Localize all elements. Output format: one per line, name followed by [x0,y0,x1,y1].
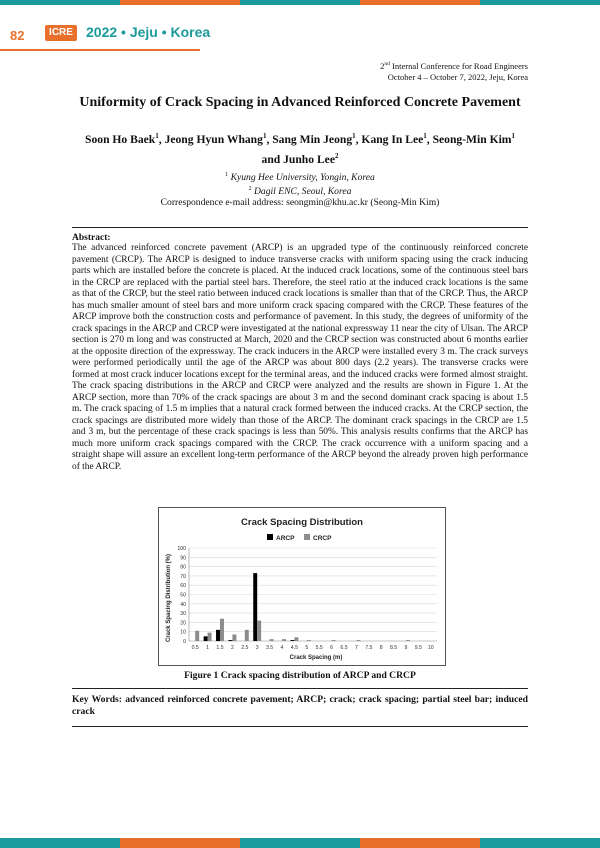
y-tick-label: 10 [180,629,186,636]
affiliation-2: $^2$ Dagil ENC, Seoul, Korea [248,185,352,197]
x-tick-label: 6 [330,645,334,651]
keywords: Key Words: advanced reinforced concrete pavement; ARCP; crack; crack spacing; partial steel bar; induced crack [72,694,528,717]
bar-crcp-1 [208,633,212,641]
x-axis-label: Crack Spacing (m) [289,655,343,661]
x-tick-label: 3 [255,645,259,651]
bar-crcp-2.5 [245,630,249,641]
x-tick-label: 4 [280,645,284,651]
x-tick-label: 10 [427,645,434,651]
bar-crcp-4.5 [294,637,298,641]
x-tick-label: 5.5 [315,645,323,651]
figure-chart [158,507,446,666]
conference-line-2: October 4 – October 7, 2022, Jeju, Korea [387,71,528,82]
x-tick-label: 8.5 [389,645,398,651]
correspondence: Correspondence e-mail address: seongmin@khu.ac.kr (Seong-Min Kim) [160,197,440,209]
x-tick-label: 7 [354,645,358,651]
bar-arcp-4.5 [290,640,294,641]
bar-crcp-2 [232,634,236,641]
author: Soon Ho Baek [85,132,156,146]
y-tick-label: 100 [177,546,186,552]
y-tick-label: 70 [180,573,186,580]
legend-swatch-crcp [304,534,310,540]
author: Jeong Hyun Whang [164,132,263,146]
x-tick-label: 3.5 [265,645,274,651]
x-tick-label: 0.5 [191,645,199,651]
y-tick-label: 20 [180,620,186,627]
x-tick-label: 9 [404,645,408,651]
x-tick-label: 4.5 [290,645,299,651]
x-tick-label: 2 [230,645,234,651]
conference-logo: ICRE [45,25,77,41]
y-tick-label: 90 [180,555,186,562]
y-tick-label: 40 [180,601,186,608]
bar-arcp-3 [253,573,257,641]
bar-crcp-3.5 [270,639,274,641]
x-tick-label: 1 [206,645,210,651]
affiliations [60,170,540,209]
page-number: 82 [10,28,25,43]
crack-spacing-chart [159,508,445,665]
y-tick-label: 30 [180,611,186,618]
keywords-top-rule [72,688,528,689]
chart-title: Crack Spacing Distribution [241,517,363,528]
author: and Junho Lee [261,152,335,166]
bar-crcp-0.5 [195,631,199,641]
bar-crcp-1.5 [220,619,224,641]
legend-label-crcp: CRCP [313,535,332,542]
bar-arcp-2 [228,640,232,641]
y-tick-label: 0 [183,639,186,645]
bar-crcp-4 [282,639,286,641]
bar-crcp-3 [257,621,261,641]
abstract-heading: Abstract: [72,233,111,243]
keywords-bottom-rule [72,726,528,727]
legend-swatch-arcp [267,534,273,540]
author: Kang In Lee [361,132,424,146]
y-tick-label: 80 [180,564,186,571]
header-rule [0,49,200,51]
x-tick-label: 2.5 [241,645,249,651]
bar-crcp-5 [307,640,311,641]
bar-crcp-6 [332,640,336,641]
abstract-body: The advanced reinforced concrete pavement (ARCP) is an upgraded type of the continuously reinforced concrete pavement (CRCP). The ARCP is designed to induce transverse cracks with uniform spacing using the crack inducing parts which are installed before the concrete is placed. At the induced crack locations, some of the continuous steel bars in the CRCP are replaced with the partial steel bars. Therefore, the steel ratio at the induced crack locations is the same as that of the CRCP, but the steel ratio between induced crack locations is smaller than that of the CRCP. Thus, the ARCP has much smaller amount of steel bars and more uniform crack spacing compared with the CRCP. These features of the ARCP improve both the construction costs and performance of pavement. In this study, the degrees of uniformity of the crack spacings in the ARCP and CRCP were investigated at the national expressway 11 near the city of Ulsan. The ARCP section is 270 m long and was constructed at March, 2020 and the CRCP section was constructed about 6 months earlier at the opposite direction of the expressway. The crack inducers in the ARCP were installed every 3 m. The crack surveys were performed periodically until the age of the ARCP was about 800 days (2.2 years). The transverse cracks were formed at most crack inducer locations except for the terminal areas, and the induced cracks were formed almost straight. The crack spacing distributions in the ARCP and CRCP were analyzed and the results are shown in Figure 1. At the ARCP section, more than 70% of the crack spacings are about 3 m and the second dominant crack spacing is about 1.5 m. The crack spacing of 1.5 m implies that a natural crack formed between the induced cracks. At the CRCP section, the crack spacings are distributed more widely than those of the ARCP. The dominant crack spacings in the CRCP are 1.5 and 3 m, but the percentage of these crack spacings is less than 50%. This analysis results confirms that the ARCP has much more uniform crack spacings compared with the CRCP. The crack occurrence with a uniform spacing and a straight shape will assure an excellent long-term performance of the ARCP beyond the already proven high performance of the ARCP. [72,243,528,472]
bar-crcp-7 [356,640,360,641]
x-tick-label: 9.5 [414,645,423,651]
paper-title: Uniformity of Crack Spacing in Advanced Reinforced Concrete Pavement [79,95,521,110]
bar-arcp-1.5 [216,630,220,641]
legend-label-arcp: ARCP [276,535,295,542]
conference-line-1: 2nd Internal Conference for Road Engineers [380,60,528,71]
affiliation-1: $^1$ Kyung Hee University, Yongin, Korea [225,172,375,184]
x-tick-label: 5 [305,645,309,651]
x-tick-label: 6.5 [340,645,348,651]
abstract-top-rule [72,227,528,228]
x-tick-label: 1.5 [216,645,224,651]
author: Seong-Min Kim [432,132,512,146]
top-color-strip [0,0,600,5]
x-tick-label: 8 [379,645,383,651]
y-tick-label: 60 [180,583,186,590]
bar-crcp-9 [406,640,410,641]
author: Sang Min Jeong [272,132,353,146]
conference-brand: 2022 • Jeju • Korea [86,24,211,40]
x-tick-label: 7.5 [365,645,373,651]
author-line-1: Soon Ho Baek$^1$, Jeong Hyun Whang$^1$, Sang Min Jeong$^1$, Kang In Lee$^1$, Seong-Min Kim$^1$ [85,132,515,146]
author-list [60,128,540,168]
y-tick-label: 50 [180,592,186,599]
figure-caption: Figure 1 Crack spacing distribution of ARCP and CRCP [184,670,416,681]
bar-arcp-1 [204,636,208,641]
bottom-color-strip [0,838,600,848]
conference-info [380,59,528,83]
author-line-2: and Junho Lee$^2$ [261,151,339,166]
y-axis-label: Crack Spacing Distribution (%) [166,553,172,643]
